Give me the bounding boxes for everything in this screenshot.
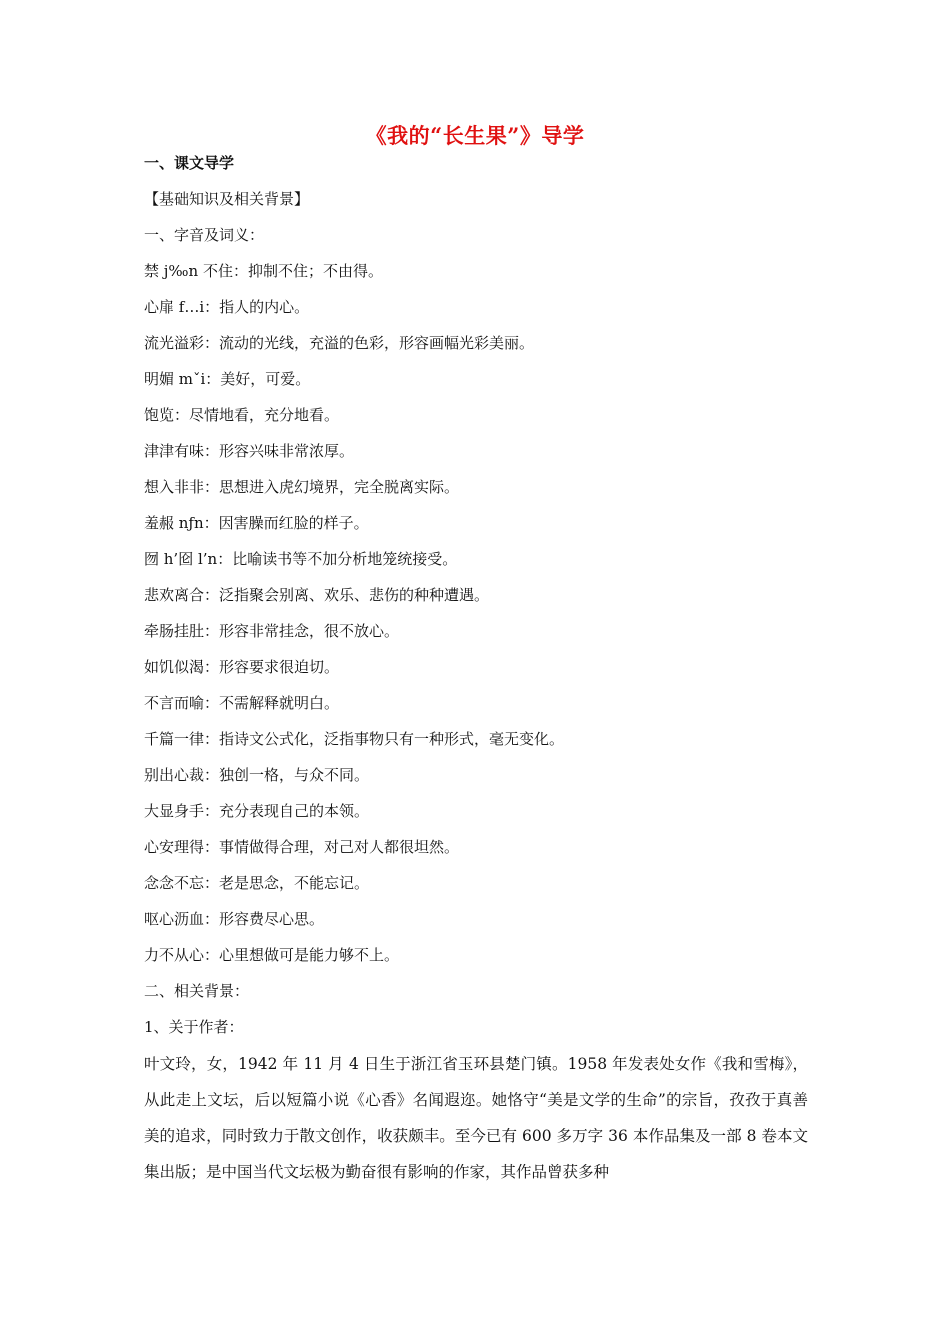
text-line: 心扉 f…i：指人的内心。 [144, 298, 310, 316]
text-line: 津津有味：形容兴味非常浓厚。 [144, 442, 355, 460]
text-line: 二、相关背景： [144, 982, 250, 1000]
text-line: 如饥似渴：形容要求很迫切。 [144, 658, 340, 676]
text-line: 千篇一律：指诗文公式化，泛指事物只有一种形式，毫无变化。 [144, 730, 565, 748]
text-line: 羞赧 nƒn：因害臊而红脸的样子。 [144, 514, 369, 532]
text-line: 想入非非：思想进入虎幻境界，完全脱离实际。 [144, 478, 460, 496]
section-heading: 一、课文导学 [144, 154, 235, 172]
text-line: 流光溢彩：流动的光线，充溢的色彩，形容画幅光彩美丽。 [144, 334, 535, 352]
document-title: 《我的“长生果”》导学 [365, 123, 585, 148]
author-paragraph: 叶文玲，女，1942 年 11 月 4 日生于浙江省玉环县楚门镇。1958 年发表处女作《我和雪梅》，从此走上文坛，后以短篇小说《心香》名闻遐迩。她恪守“美是文学的生命”的宗旨，孜孜于真善美的追求，同时致力于散文创作，收获颇丰。至今已有 600 多万字 36 本作品集及一部 8 卷本文集出版；是中国当代文坛极为勤奋很有影响的作家，其作品曾获多种 [144, 1055, 808, 1181]
text-line: 饱览：尽情地看，充分地看。 [144, 406, 340, 424]
text-line: 牵肠挂肚：形容非常挂念，很不放心。 [144, 622, 400, 640]
text-line: 大显身手：充分表现自己的本领。 [144, 802, 370, 820]
text-line: 力不从心：心里想做可是能力够不上。 [144, 946, 400, 964]
text-line: 悲欢离合：泛指聚会别离、欢乐、悲伤的种种遭遇。 [144, 586, 490, 604]
text-line: 囫 h’囵 l’n：比喻读书等不加分析地笼统接受。 [144, 550, 458, 568]
text-line: 念念不忘：老是思念，不能忘记。 [144, 874, 370, 892]
text-line: 一、字音及词义： [144, 226, 265, 244]
text-line: 禁 j‰n 不住：抑制不住；不由得。 [144, 262, 383, 280]
text-line: 别出心裁：独创一格，与众不同。 [144, 766, 370, 784]
text-line: 明媚 mˇi：美好，可爱。 [144, 370, 311, 388]
text-line: 1、关于作者： [144, 1018, 244, 1036]
text-line: 心安理得：事情做得合理，对己对人都很坦然。 [144, 838, 460, 856]
content-lines [144, 187, 808, 1051]
text-line: 呕心沥血：形容费尽心思。 [144, 910, 325, 928]
text-line: 不言而喻：不需解释就明白。 [144, 694, 340, 712]
text-line: 【基础知识及相关背景】 [144, 190, 310, 208]
